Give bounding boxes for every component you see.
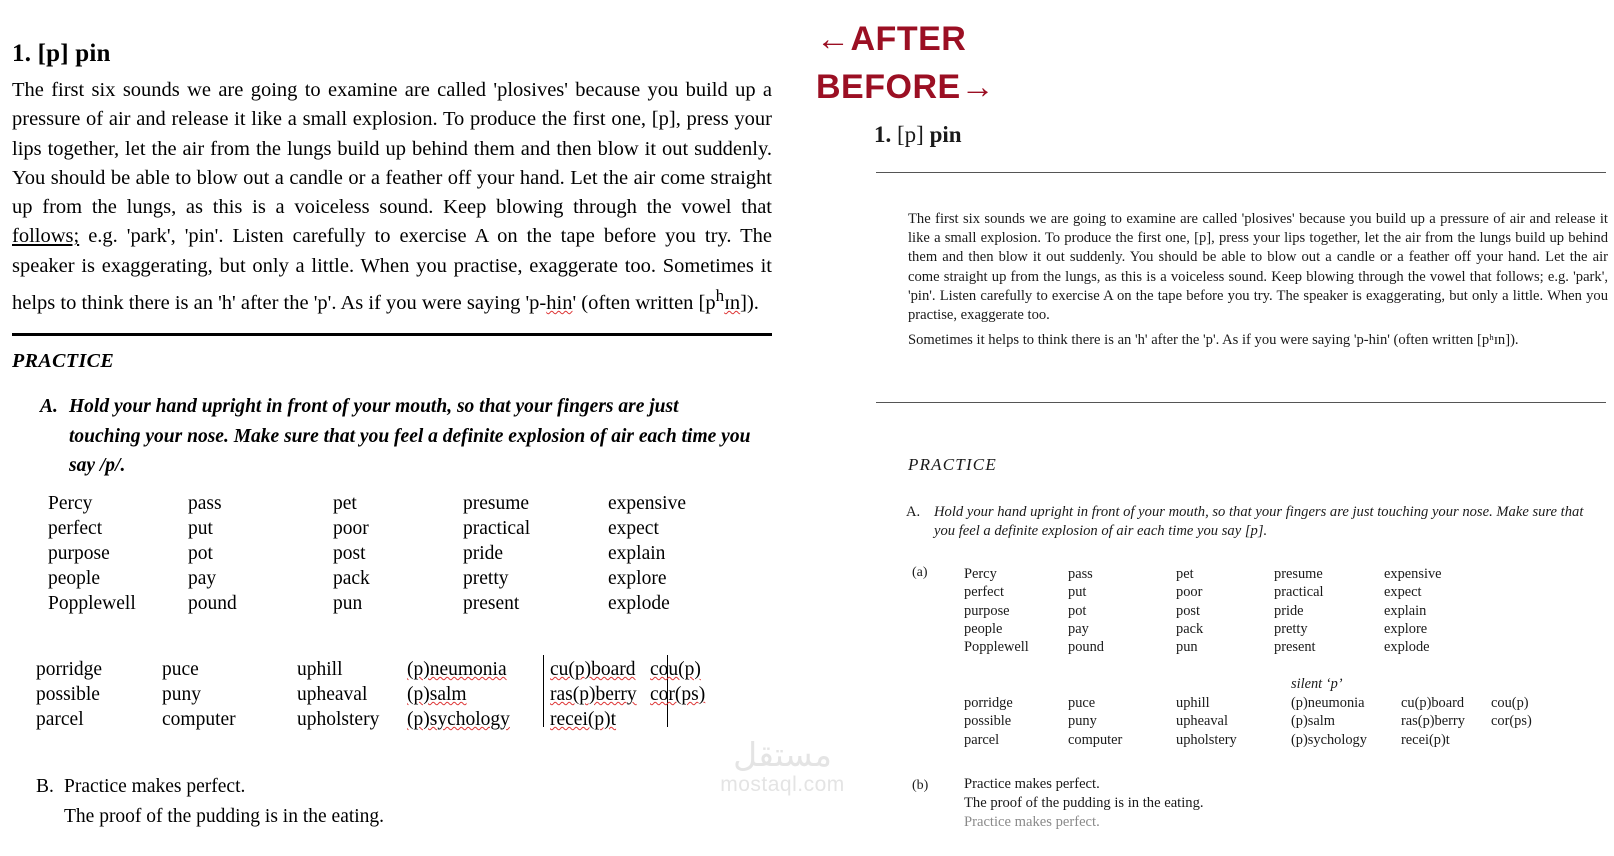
word-item: present [463, 593, 520, 614]
word-item: explode [1384, 639, 1430, 656]
word-item: put [188, 518, 213, 539]
word-item: puce [1068, 695, 1096, 711]
word-item: post [1176, 602, 1200, 619]
word-column [1384, 565, 1474, 656]
word-item: poor [1176, 584, 1203, 601]
exercise-a-label: A. [40, 396, 58, 417]
word-item: pretty [463, 568, 509, 589]
scan-horizontal-rule-top [876, 172, 1606, 173]
word-item: post [333, 543, 366, 564]
exercise-b-line-1: Practice makes perfect. [64, 776, 246, 797]
word-item: presume [463, 493, 530, 514]
word-grid-silent-p [36, 657, 720, 732]
word-column [297, 657, 407, 732]
word-item: perfect [964, 584, 1004, 601]
body-text-part-1: The first six sounds we are going to examine are called 'plosives' because you build up a pressure of air and release it like a small explosion. To produce the first one, [p], press your lips together, let the air from the lungs build up behind them and then blow it out suddenly. You should be able to blow out a candle or a feather off your hand. Let the air come straight up from the lungs, as this is a voiceless sound. Keep blowing through the vowel that [12, 79, 772, 219]
body-text-part-2: e.g. 'park', 'pin'. Listen carefully to exercise A on the tape before you try. The speaker is exaggerating, but only a little. When you practise, exaggerate too. Sometimes it helps to think there is an 'h' after the 'p'. As if you were saying 'p- [12, 225, 772, 314]
word-item: perfect [48, 518, 103, 539]
word-item: (p)neumonia [407, 659, 507, 680]
word-item: puce [162, 659, 199, 680]
phoneme-bracket: [p] [37, 40, 69, 67]
word-item: (p)salm [1291, 713, 1335, 730]
scan-exercise-b [964, 775, 1204, 832]
word-item: pack [1176, 620, 1204, 637]
word-item: pun [333, 593, 363, 614]
horizontal-rule [12, 333, 772, 336]
watermark-arabic: مستقل [733, 735, 832, 774]
word-item: computer [162, 709, 236, 730]
scan-exercise-a-label: A. [906, 504, 921, 520]
word-item: pride [1274, 602, 1304, 619]
word-item: explore [1384, 620, 1428, 637]
word-column [48, 491, 188, 616]
ipa-in: ɪn [724, 291, 741, 314]
word-item: people [48, 568, 100, 589]
word-column [1068, 565, 1176, 656]
word-item: put [1068, 584, 1087, 601]
scan-word-grid-plosive [964, 565, 1474, 656]
word-item: pass [188, 493, 222, 514]
exercise-b [36, 772, 384, 832]
word-item: presume [1274, 566, 1323, 582]
word-column [640, 657, 720, 707]
scan-word-grid-silent-p [964, 694, 1532, 749]
exercise-a-text: Hold your hand upright in front of your mouth, so that your fingers are just touching your nose. Make sure that you feel a definite explosion of air each time you say /p/. [69, 396, 751, 476]
exercise-a [40, 392, 752, 481]
word-item: parcel [36, 709, 84, 730]
word-item: explain [1384, 602, 1427, 619]
word-item: present [1274, 639, 1316, 656]
scan-body-paragraph-1 [908, 210, 1608, 325]
word-item: pet [1176, 566, 1194, 582]
word-item: porridge [964, 695, 1013, 711]
word-item: cou(p) [1491, 695, 1529, 711]
word-item: pay [1068, 620, 1089, 637]
word-item: upheaval [1176, 713, 1228, 730]
word-column [188, 491, 333, 616]
section-number: 1. [12, 40, 32, 67]
word-item: pun [1176, 639, 1198, 656]
word-column [1068, 694, 1176, 749]
scan-silent-p-label: silent ‘p’ [1291, 676, 1343, 692]
word-item: pot [188, 543, 213, 564]
word-item: cor(ps) [1491, 713, 1532, 730]
exercise-b-label: B. [36, 776, 54, 797]
scan-exercise-b-line-2: The proof of the pudding is in the eating. [964, 795, 1204, 811]
scan-exercise-b-line-3: Practice makes perfect. [964, 814, 1100, 830]
exercise-b-line-2: The proof of the pudding is in the eating. [64, 806, 385, 827]
word-item: poor [333, 518, 369, 539]
word-item: pass [1068, 566, 1093, 582]
word-item: (p)sychology [1291, 731, 1367, 748]
word-item: expensive [1384, 566, 1442, 582]
word-item: pack [333, 568, 370, 589]
scan-exercise-a [906, 503, 1606, 540]
word-item: (p)sychology [407, 709, 510, 730]
word-item: cor(ps) [650, 684, 706, 705]
scan-body [908, 210, 1608, 350]
after-annotation-label: ←AFTER [816, 20, 967, 58]
scan-body-paragraph-2: Sometimes it helps to think there is an 'h' after the 'p'. As if you were saying 'p-hin' (often written [pʰɪn]). [908, 332, 1519, 349]
practice-heading: PRACTICE [12, 350, 115, 372]
word-item: possible [36, 684, 100, 705]
scan-sublabel-a: (a) [912, 565, 928, 580]
body-paragraph [12, 76, 772, 318]
word-column [1274, 565, 1384, 656]
watermark-latin: mostaql.com [720, 773, 845, 796]
word-item: (p)salm [407, 684, 467, 705]
body-text-part-4: ]). [740, 291, 759, 314]
word-item: cu(p)board [1401, 695, 1465, 711]
hin-misspelling: hin [546, 291, 573, 314]
word-item: cu(p)board [550, 659, 636, 680]
word-column [162, 657, 297, 732]
word-item: puny [162, 684, 201, 705]
heading-word: pin [75, 40, 111, 67]
word-item: Percy [964, 566, 997, 582]
superscript-h: h [715, 286, 725, 306]
before-annotation-label: BEFORE→ [816, 68, 996, 106]
scan-practice-heading: PRACTICE [908, 455, 997, 474]
word-item: ras(p)berry [1401, 713, 1465, 730]
word-item: uphill [297, 659, 343, 680]
follows-link[interactable]: follows; [12, 225, 80, 248]
word-column [463, 491, 608, 616]
word-item: purpose [964, 602, 1010, 619]
scan-sublabel-b: (b) [912, 778, 929, 793]
word-column [1176, 694, 1291, 749]
word-item: explode [608, 593, 670, 614]
word-column [1491, 694, 1532, 731]
word-item: pet [333, 493, 357, 514]
word-item: explore [608, 568, 667, 589]
word-item: upholstery [297, 709, 380, 730]
scan-exercise-a-text: Hold your hand upright in front of your mouth, so that your fingers are just touching your nose. Make sure that you feel a definite explosion of air each time you say [p]. [934, 504, 1584, 539]
word-item: practical [1274, 584, 1324, 601]
word-item: pot [1068, 602, 1087, 619]
word-item: practical [463, 518, 531, 539]
word-column [964, 694, 1068, 749]
word-item: pound [1068, 639, 1104, 656]
word-item: cou(p) [650, 659, 701, 680]
word-item: Popplewell [964, 639, 1029, 656]
word-item: puny [1068, 713, 1097, 730]
scan-page-title [874, 122, 962, 148]
word-column [407, 657, 540, 732]
scan-section-number: 1. [874, 122, 892, 147]
word-item: porridge [36, 659, 103, 680]
word-item: expect [608, 518, 659, 539]
word-item: upholstery [1176, 731, 1237, 748]
word-item: people [964, 620, 1003, 637]
word-item: Percy [48, 493, 93, 514]
word-item: possible [964, 713, 1012, 730]
word-item: expensive [608, 493, 686, 514]
page-title [12, 40, 111, 68]
word-item: (p)neumonia [1291, 695, 1365, 711]
scan-exercise-b-line-1: Practice makes perfect. [964, 776, 1100, 792]
word-item: recei(p)t [1401, 731, 1450, 748]
word-column [608, 491, 728, 616]
word-item: computer [1068, 731, 1123, 748]
word-item: uphill [1176, 695, 1210, 711]
word-item: pay [188, 568, 217, 589]
scan-horizontal-rule-bottom [876, 402, 1606, 403]
word-item: purpose [48, 543, 110, 564]
word-item: pound [188, 593, 237, 614]
scan-heading-word: pin [929, 122, 962, 147]
word-grid-plosive [48, 491, 728, 616]
word-item: Popplewell [48, 593, 136, 614]
word-column [540, 657, 640, 732]
before-document-panel [810, 0, 1614, 856]
word-column [1176, 565, 1274, 656]
word-column [1401, 694, 1491, 749]
word-item: pretty [1274, 620, 1308, 637]
word-item: recei(p)t [550, 709, 617, 730]
word-item: expect [1384, 584, 1422, 601]
word-item: parcel [964, 731, 1000, 748]
body-text-part-3: ' (often written [p [572, 291, 716, 314]
scan-phoneme-bracket: [p] [897, 122, 924, 147]
word-item: upheaval [297, 684, 368, 705]
word-column [964, 565, 1068, 656]
word-column [333, 491, 463, 616]
word-column [36, 657, 162, 732]
word-item: explain [608, 543, 666, 564]
scanned-page [854, 110, 1614, 856]
scan-body-text: The first six sounds we are going to examine are called 'plosives' because you build up a pressure of air and release it like a small explosion. To produce the first one, [p], press your lips together, let the air from the lungs build up behind them and then blow it out suddenly. You should be able to blow out a candle or a feather off your hand. Let the air come straight up from the lungs, as this is a voiceless sound. Keep blowing through the vowel that follows; e.g. 'park', 'pin'. Listen carefully to exercise A on the tape before you try. The speaker is exaggerating, but only a little. When you practise, exaggerate too. [908, 211, 1608, 324]
word-item: pride [463, 543, 504, 564]
word-item: ras(p)berry [550, 684, 637, 705]
word-column [1291, 694, 1401, 749]
